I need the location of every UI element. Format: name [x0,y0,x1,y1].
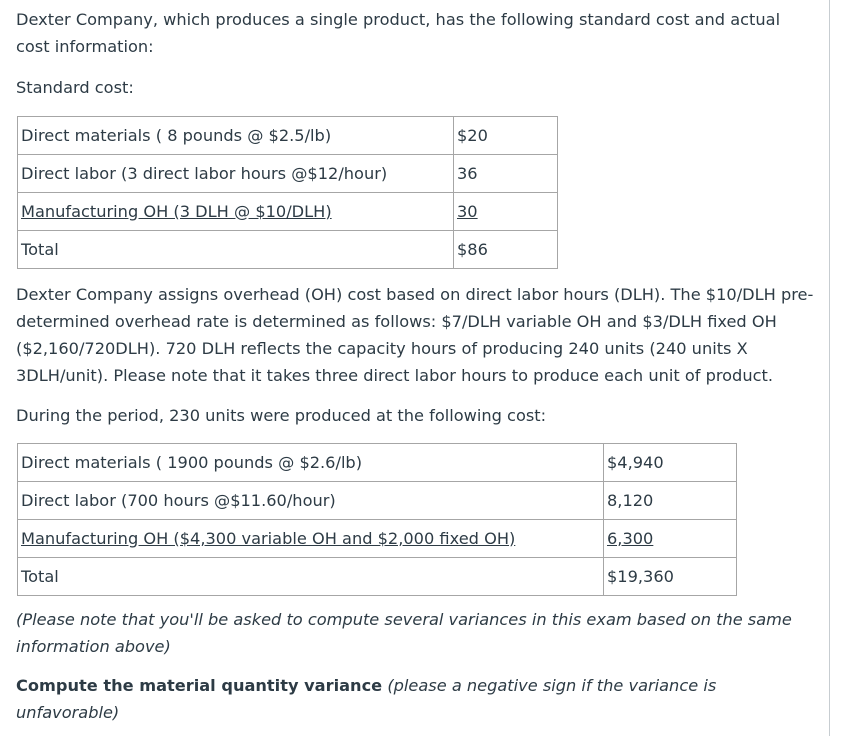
row-item: Direct labor (700 hours @$11.60/hour) [18,482,604,520]
row-amount: $86 [454,231,558,269]
row-amount: 6,300 [607,528,654,548]
note-text: (Please note that you'll be asked to compute several variances in this exam based on the same information above) [16,610,792,656]
actual-cost-table [17,443,737,596]
standard-cost-label: Standard cost: [16,78,134,97]
row-item: Manufacturing OH ($4,300 variable OH and $2,000 fixed OH) [21,528,516,548]
row-amount: $19,360 [604,558,737,596]
table-row [18,231,558,269]
row-item: Manufacturing OH (3 DLH @ $10/DLH) [21,201,332,221]
content-right-border [829,0,830,736]
during-period-text: During the period, 230 units were produced at the following cost: [16,406,547,425]
row-item: Total [18,231,454,269]
row-item: Total [18,558,604,596]
intro-text: Dexter Company, which produces a single product, has the following standard cost and actual cost information: [16,10,781,56]
standard-cost-table [17,116,558,269]
question-instruction: (please a negative sign if the variance is unfavorable) [16,676,717,722]
table-row [18,444,737,482]
table-row [18,193,558,231]
table-row [18,520,737,558]
table-row [18,155,558,193]
overhead-paragraph: Dexter Company assigns overhead (OH) cost based on direct labor hours (DLH). The $10/DLH pre-determined overhead rate is determined as follows: $7/DLH variable OH and $3/DLH fixed OH ($2,160/720DLH). 720 DLH reflects the capacity hours of producing 240 units (240 units X 3DLH/unit). Please note that it takes three direct labor hours to produce each unit of product. [16,285,814,385]
row-amount: $4,940 [604,444,737,482]
row-item: Direct materials ( 1900 pounds @ $2.6/lb) [18,444,604,482]
question-text [16,672,816,726]
row-item: Direct materials ( 8 pounds @ $2.5/lb) [18,117,454,155]
row-amount: 36 [454,155,558,193]
table-row [18,482,737,520]
row-amount: $20 [454,117,558,155]
table-row [18,558,737,596]
row-amount: 8,120 [604,482,737,520]
row-item: Direct labor (3 direct labor hours @$12/hour) [18,155,454,193]
question-body [16,6,816,726]
table-row [18,117,558,155]
row-amount: 30 [457,201,478,221]
question-bold: Compute the material quantity variance [16,676,383,695]
